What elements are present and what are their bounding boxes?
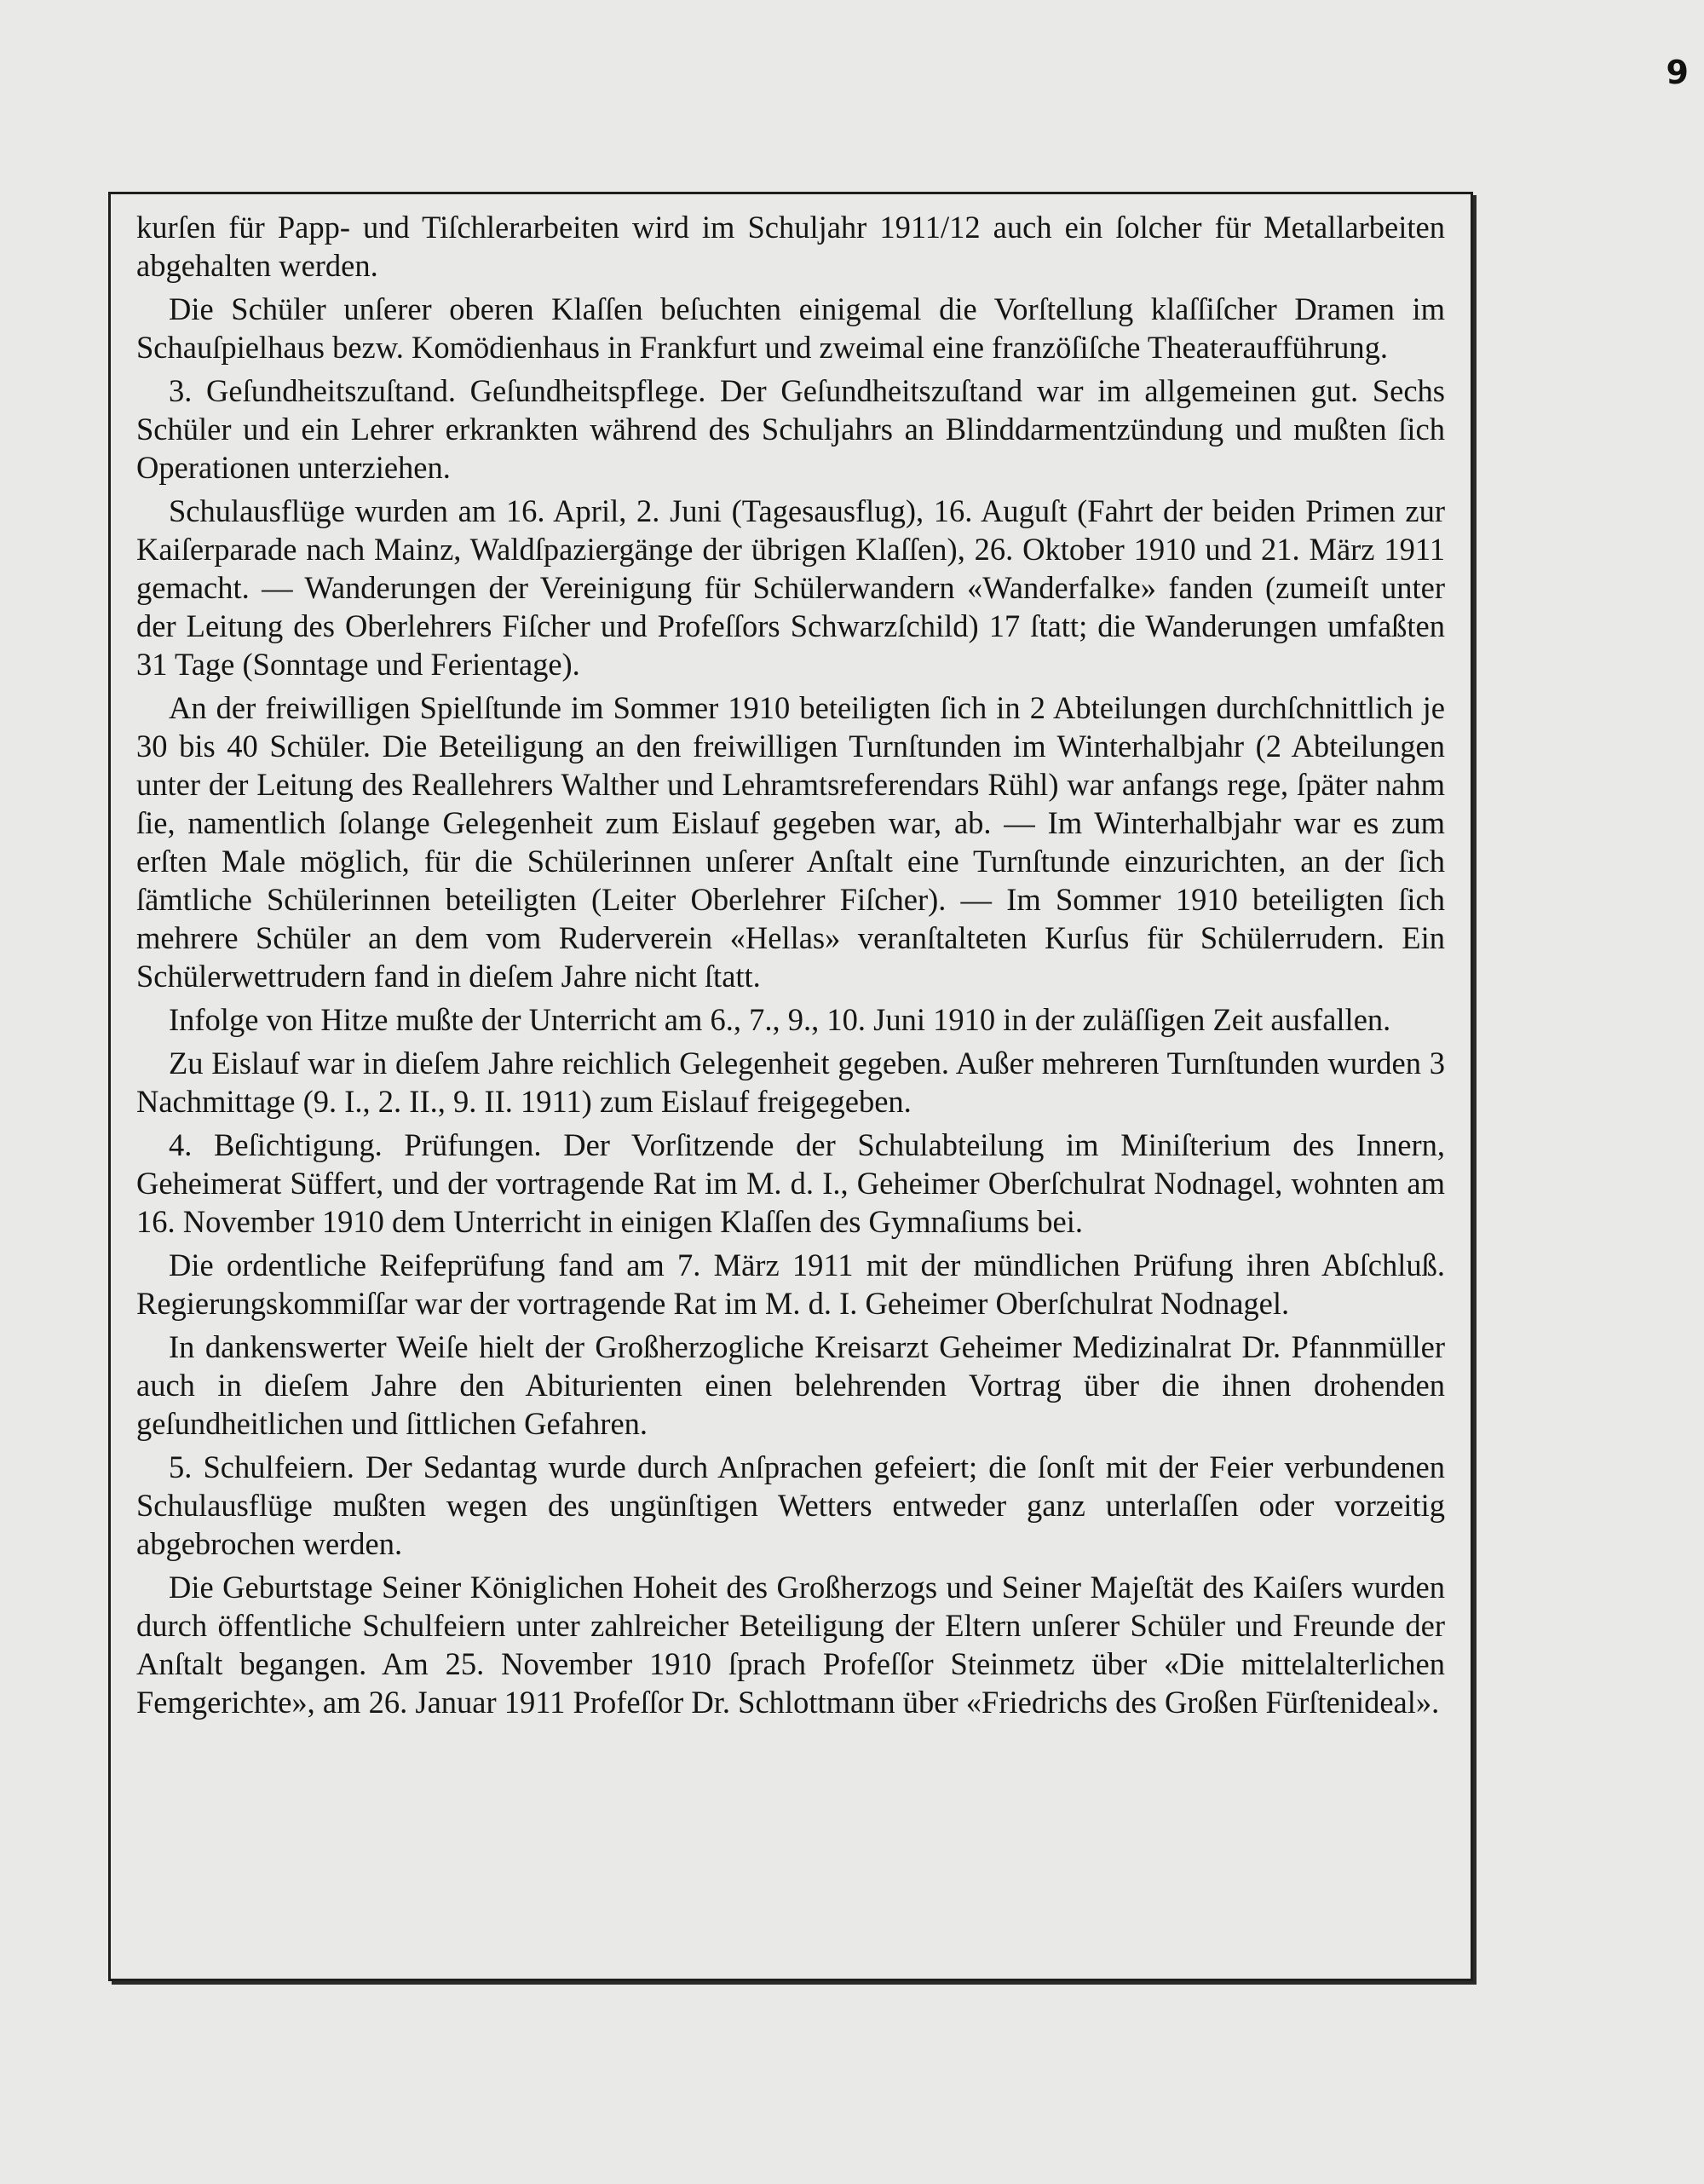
paragraph-excursions: Schulausflüge wurden am 16. April, 2. Juni (Tagesausflug), 16. Auguſt (Fahrt der beiden Primen zur Kaiſerparade nach Mainz, Waldſpaziergänge der übrigen Klaſſen), 26. Oktober 1910 und 21. März 1911 gemacht. — Wanderungen der Vereinigung für Schülerwandern «Wanderfalke» fanden (zumeiſt unter der Leitung des Oberlehrers Fiſcher und Profeſſors Schwarzſchild) 17 ſtatt; die Wanderungen umfaßten 31 Tage (Sonntage und Ferientage). xyxy=(136,493,1445,682)
paragraph-heat-closure: Infolge von Hitze mußte der Unterricht am 6., 7., 9., 10. Juni 1910 in der zuläſſigen Zeit ausfallen. xyxy=(169,1002,1391,1037)
paragraph-school-celebrations: 5. Schulfeiern. Der Sedantag wurde durch Anſprachen gefeiert; die ſonſt mit der Feier verbundenen Schulausflüge mußten wegen des ungünſtigen Wetters entweder ganz unterlaſſen oder vorzeitig abgebrochen werden. xyxy=(136,1449,1445,1561)
paragraph-inspection: 4. Beſichtigung. Prüfungen. Der Vorſitzende der Schulabteilung im Miniſterium des Innern, Geheimerat Süffert, und der vortragende Rat im M. d. I., Geheimer Oberſchulrat Nodnagel, wohnten am 16. November 1910 dem Unterricht in einigen Klaſſen des Gymnaſiums bei. xyxy=(136,1127,1445,1239)
paragraph-health: 3. Geſundheitszuſtand. Geſundheitspflege. Der Geſundheitszuſtand war im allgemeinen gut. Sechs Schüler und ein Lehrer erkrankten während des Schuljahrs an Blinddarmentzündung und mußten ſich Operationen unterziehen. xyxy=(136,373,1445,485)
text-frame xyxy=(108,192,1473,1981)
paragraph-sports: An der freiwilligen Spielſtunde im Sommer 1910 beteiligten ſich in 2 Abteilungen durchſchnittlich je 30 bis 40 Schüler. Die Beteiligung an den freiwilligen Turnſtunden im Winterhalbjahr (2 Abteilungen unter der Leitung des Reallehrers Walther und Lehramtsreferendars Rühl) war anfangs rege, ſpäter nahm ſie, namentlich ſolange Gelegenheit zum Eislauf gegeben war, ab. — Im Winterhalbjahr war es zum erſten Male möglich, für die Schülerinnen unſerer Anſtalt eine Turnſtunde einzurichten, an der ſich ſämtliche Schülerinnen beteiligten (Leiter Oberlehrer Fiſcher). — Im Sommer 1910 beteiligten ſich mehrere Schüler an dem vom Ruderverein «Hellas» veranſtalteten Kurſus für Schülerrudern. Ein Schülerwettrudern fand in dieſem Jahre nicht ſtatt. xyxy=(136,690,1445,994)
paragraph-workshop-courses: kurſen für Papp- und Tiſchlerarbeiten wird im Schuljahr 1911/12 auch ein ſolcher für Metallarbeiten abgehalten werden. xyxy=(136,210,1445,283)
paragraph-final-exam: Die ordentliche Reifeprüfung fand am 7. März 1911 mit der mündlichen Prüfung ihren Abſchluß. Regierungskommiſſar war der vortragende Rat im M. d. I. Geheimer Oberſchulrat Nodnagel. xyxy=(136,1248,1445,1321)
paragraph-health-lecture: In dankenswerter Weiſe hielt der Großherzogliche Kreisarzt Geheimer Medizinalrat Dr. Pfannmüller auch in dieſem Jahre den Abiturienten einen belehrenden Vortrag über die ihnen drohenden geſundheitlichen und ſittlichen Gefahren. xyxy=(136,1329,1445,1441)
paragraph-ice-skating: Zu Eislauf war in dieſem Jahre reichlich Gelegenheit gegeben. Außer mehreren Turnſtunden wurden 3 Nachmittage (9. I., 2. II., 9. II. 1911) zum Eislauf freigegeben. xyxy=(136,1046,1445,1119)
body-text xyxy=(136,208,1445,1721)
paragraph-birthday-celebrations: Die Geburtstage Seiner Königlichen Hoheit des Großherzogs und Seiner Majeſtät des Kaiſers wurden durch öffentliche Schulfeiern unter zahlreicher Beteiligung der Eltern unſerer Schüler und Freunde der Anſtalt begangen. Am 25. November 1910 ſprach Profeſſor Steinmetz über «Die mittelalterlichen Femgerichte», am 26. Januar 1911 Profeſſor Dr. Schlottmann über «Friedrichs des Großen Fürſtenideal». xyxy=(136,1570,1445,1720)
page-number: 9 xyxy=(1666,54,1689,91)
paragraph-theater-visits: Die Schüler unſerer oberen Klaſſen beſuchten einigemal die Vorſtellung klaſſiſcher Dramen im Schauſpielhaus bezw. Komödienhaus in Frankfurt und zweimal eine franzöſiſche Theateraufführung. xyxy=(136,291,1445,365)
